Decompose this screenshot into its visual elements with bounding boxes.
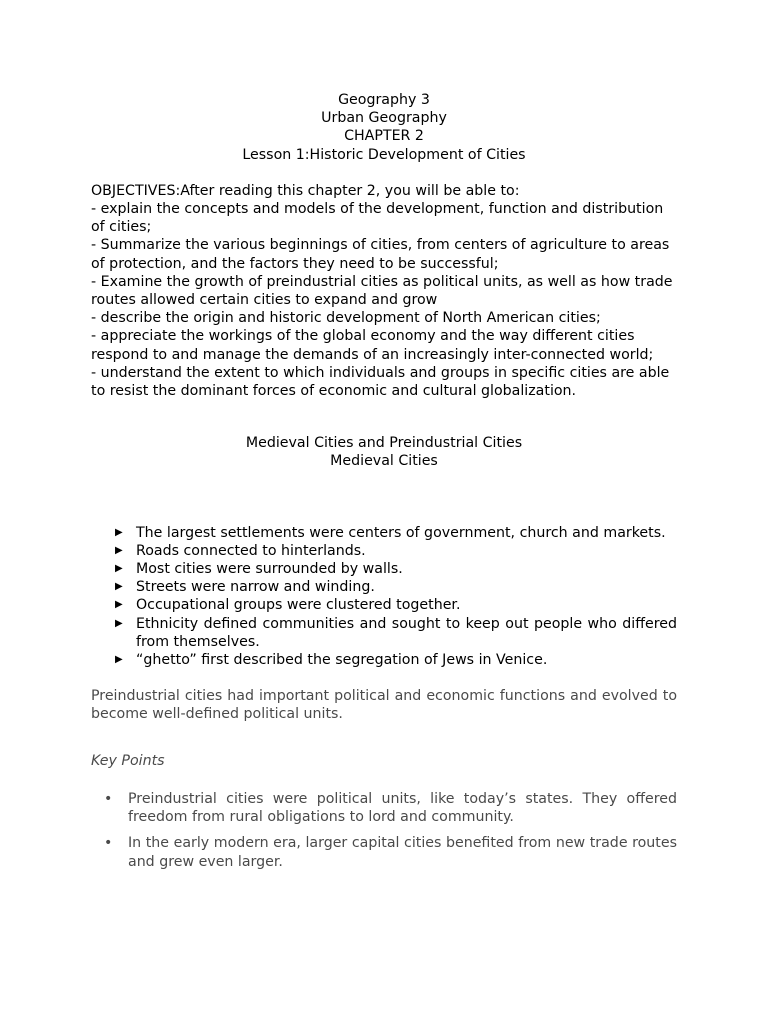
section-subtitle: Medieval Cities [330, 453, 438, 470]
objectives-block [91, 182, 677, 400]
list-item-text: “ghetto” first described the segregation of Jews in Venice. [136, 652, 548, 669]
preindustrial-paragraph: Preindustrial cities had important political and economic functions and evolved to become well-defined political units. [91, 688, 677, 723]
triangle-bullet-icon: ▶ [115, 526, 123, 538]
list-item [115, 615, 677, 651]
list-item-text: Most cities were surrounded by walls. [136, 561, 403, 578]
list-item [104, 790, 677, 826]
dot-bullet-icon: • [104, 835, 113, 852]
triangle-bullet-icon: ▶ [115, 599, 123, 611]
objective-item: - describe the origin and historic development of North American cities; [91, 310, 601, 327]
key-points-list [91, 790, 677, 871]
triangle-bullet-icon: ▶ [115, 544, 123, 556]
list-item-text: The largest settlements were centers of government, church and markets. [136, 524, 666, 541]
list-item [115, 542, 677, 560]
list-item-text: Preindustrial cities were political units, like today’s states. They offered freedom from rural obligations to lord and community. [128, 790, 677, 826]
list-item [115, 560, 677, 578]
list-item [104, 834, 677, 870]
triangle-bullet-icon: ▶ [115, 654, 123, 666]
list-item [115, 524, 677, 542]
list-item [115, 596, 677, 614]
list-item-text: In the early modern era, larger capital cities benefited from new trade routes and grew even larger. [128, 835, 677, 870]
section-heading [91, 434, 677, 470]
list-item-text: Occupational groups were clustered together. [136, 597, 461, 614]
title-block [91, 91, 677, 164]
chapter-title: CHAPTER 2 [344, 128, 424, 145]
objective-item: - understand the extent to which individuals and groups in specific cities are able to resist the dominant forces of economic and cultural globalization. [91, 364, 670, 400]
objective-item: - appreciate the workings of the global economy and the way different cities respond to and manage the demands of an increasingly inter-connected world; [91, 328, 654, 363]
lesson-title: Lesson 1:Historic Development of Cities [242, 146, 526, 163]
triangle-bullet-icon: ▶ [115, 617, 123, 629]
list-item-text: Roads connected to hinterlands. [136, 542, 366, 559]
list-item-text: Ethnicity defined communities and sought to keep out people who differed from themselves. [136, 615, 677, 650]
subject-title: Urban Geography [321, 110, 447, 127]
section-title: Medieval Cities and Preindustrial Cities [245, 435, 523, 452]
triangle-bullet-icon: ▶ [115, 563, 123, 575]
objective-item: - Examine the growth of preindustrial cities as political units, as well as how trade routes allowed certain cities to expand and grow [91, 273, 673, 309]
course-title: Geography 3 [338, 92, 430, 108]
objectives-intro: OBJECTIVES:After reading this chapter 2, you will be able to: [91, 182, 520, 199]
triangle-bullet-icon: ▶ [115, 581, 123, 593]
list-item [115, 651, 677, 669]
list-item-text: Streets were narrow and winding. [136, 579, 375, 596]
dot-bullet-icon: • [104, 790, 113, 807]
objective-item: - Summarize the various beginnings of cities, from centers of agriculture to areas of protection, and the factors they need to be successful; [91, 237, 670, 272]
medieval-points-list [91, 524, 677, 670]
list-item [115, 578, 677, 596]
objective-item: - explain the concepts and models of the development, function and distribution of cities; [91, 201, 664, 236]
key-points-heading: Key Points [91, 752, 165, 769]
